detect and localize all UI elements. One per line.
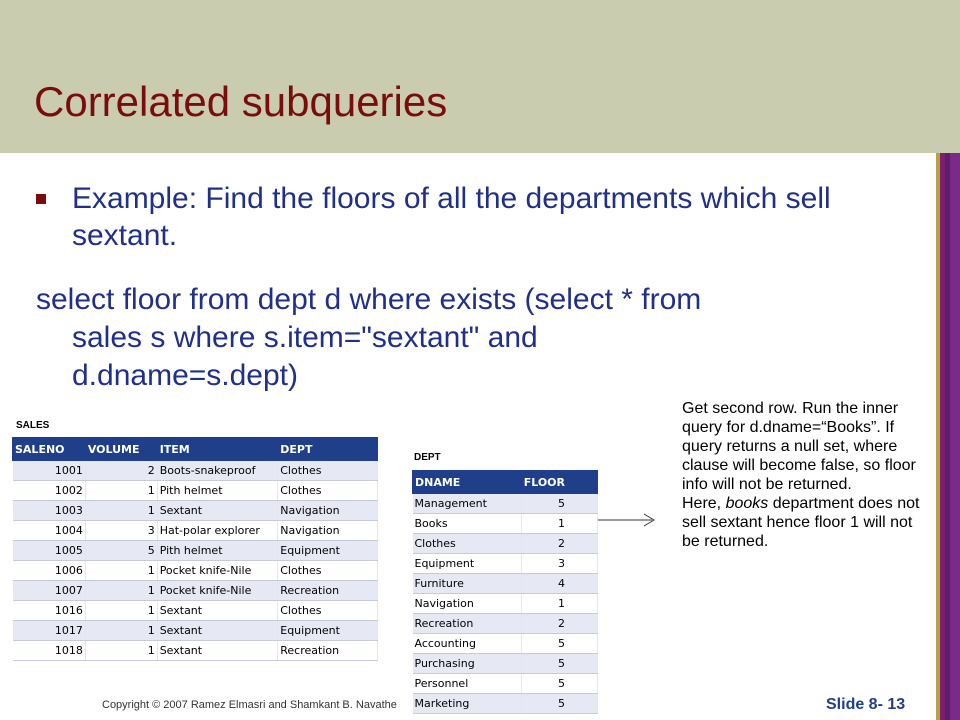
sales-cell-saleno: 1004 [13, 521, 86, 541]
dept-cell-floor: 5 [521, 494, 597, 514]
dept-cell-floor: 1 [521, 514, 597, 534]
sales-cell-item: Pith helmet [157, 481, 278, 501]
sales-header-volume: VOLUME [85, 438, 157, 461]
dept-cell-dname: Books [413, 514, 522, 534]
sales-cell-dept: Clothes [278, 461, 378, 481]
table-row [13, 581, 378, 601]
sales-cell-dept: Clothes [278, 601, 378, 621]
table-row [413, 574, 598, 594]
sales-cell-dept: Recreation [278, 581, 378, 601]
note-text-part1: Get second row. Run the inner query for d.dname=“Books”. If query returns a null set, where clause will become false, so floor info will not be returned. [682, 400, 916, 493]
dept-cell-dname: Recreation [413, 614, 522, 634]
bullet-text: Example: Find the floors of all the departments which sell sextant. [72, 182, 831, 252]
sales-cell-volume: 1 [85, 621, 157, 641]
table-row [413, 634, 598, 654]
table-row [13, 621, 378, 641]
copyright-footer: Copyright © 2007 Ramez Elmasri and Shamkant B. Navathe [102, 699, 397, 711]
dept-cell-dname: Navigation [413, 594, 522, 614]
table-row [413, 534, 598, 554]
dept-cell-dname: Furniture [413, 574, 522, 594]
dept-cell-floor: 1 [521, 594, 597, 614]
dept-cell-floor: 3 [521, 554, 597, 574]
dept-cell-floor: 2 [521, 534, 597, 554]
table-row [413, 694, 598, 714]
side-stripe-purple [950, 153, 960, 720]
sales-cell-saleno: 1003 [13, 501, 86, 521]
table-row [413, 654, 598, 674]
sales-cell-volume: 1 [85, 641, 157, 661]
bullet-point [36, 180, 916, 254]
sales-cell-volume: 1 [85, 601, 157, 621]
table-row [13, 601, 378, 621]
sales-cell-item: Sextant [157, 621, 278, 641]
dept-table-caption: DEPT [414, 452, 441, 463]
arrow-icon [598, 510, 658, 530]
dept-header-dname: DNAME [413, 471, 522, 494]
table-row [413, 674, 598, 694]
sales-cell-dept: Navigation [278, 521, 378, 541]
sales-cell-item: Sextant [157, 501, 278, 521]
sales-cell-saleno: 1006 [13, 561, 86, 581]
dept-cell-floor: 5 [521, 654, 597, 674]
sales-cell-volume: 5 [85, 541, 157, 561]
sales-cell-dept: Recreation [278, 641, 378, 661]
table-row [413, 494, 598, 514]
sales-cell-volume: 1 [85, 581, 157, 601]
table-row [413, 554, 598, 574]
dept-cell-floor: 5 [521, 634, 597, 654]
sales-cell-volume: 2 [85, 461, 157, 481]
sales-cell-item: Pocket knife-Nile [157, 561, 278, 581]
dept-cell-dname: Clothes [413, 534, 522, 554]
table-row [13, 461, 378, 481]
sales-table [12, 437, 378, 661]
sql-line-1: select floor from dept d where exists (select * from [36, 283, 702, 316]
sales-cell-dept: Equipment [278, 621, 378, 641]
table-row [13, 481, 378, 501]
table-row [13, 561, 378, 581]
dept-cell-dname: Marketing [413, 694, 522, 714]
sales-cell-volume: 1 [85, 501, 157, 521]
dept-cell-dname: Accounting [413, 634, 522, 654]
sales-cell-saleno: 1007 [13, 581, 86, 601]
sales-cell-item: Hat-polar explorer [157, 521, 278, 541]
table-row [413, 594, 598, 614]
slide-number: Slide 8- 13 [826, 696, 906, 713]
sales-cell-saleno: 1001 [13, 461, 86, 481]
explanation-note [682, 399, 922, 551]
sales-table-caption: SALES [16, 420, 50, 431]
sql-line-2: sales s where s.item="sextant" and [72, 321, 538, 354]
dept-cell-floor: 4 [521, 574, 597, 594]
table-row [13, 541, 378, 561]
bullet-square-icon [36, 194, 46, 204]
sales-header-dept: DEPT [278, 438, 378, 461]
title-band [0, 0, 960, 153]
dept-table [412, 470, 598, 714]
sales-cell-saleno: 1005 [13, 541, 86, 561]
sales-header-saleno: SALENO [13, 438, 86, 461]
sales-cell-saleno: 1017 [13, 621, 86, 641]
sales-cell-saleno: 1018 [13, 641, 86, 661]
note-prefix: Here, [682, 495, 726, 512]
table-row [13, 641, 378, 661]
dept-cell-dname: Management [413, 494, 522, 514]
dept-cell-floor: 2 [521, 614, 597, 634]
dept-cell-dname: Purchasing [413, 654, 522, 674]
note-suffix: department does not sell sextant hence floor 1 will not be returned. [682, 495, 920, 550]
sales-cell-saleno: 1016 [13, 601, 86, 621]
slide-title: Correlated subqueries [34, 78, 448, 125]
sales-cell-saleno: 1002 [13, 481, 86, 501]
dept-header-floor: FLOOR [521, 471, 597, 494]
sales-cell-dept: Clothes [278, 561, 378, 581]
sales-cell-dept: Clothes [278, 481, 378, 501]
dept-cell-dname: Equipment [413, 554, 522, 574]
table-row [413, 514, 598, 534]
sql-line-3: d.dname=s.dept) [72, 359, 298, 392]
table-row [413, 614, 598, 634]
dept-cell-dname: Personnel [413, 674, 522, 694]
sales-cell-item: Pith helmet [157, 541, 278, 561]
sales-cell-item: Boots-snakeproof [157, 461, 278, 481]
table-row [13, 521, 378, 541]
sales-header-item: ITEM [157, 438, 278, 461]
dept-cell-floor: 5 [521, 674, 597, 694]
sales-cell-dept: Equipment [278, 541, 378, 561]
sales-cell-item: Sextant [157, 601, 278, 621]
sales-cell-volume: 3 [85, 521, 157, 541]
sales-cell-item: Pocket knife-Nile [157, 581, 278, 601]
sales-cell-item: Sextant [157, 641, 278, 661]
sales-cell-volume: 1 [85, 561, 157, 581]
dept-cell-floor: 5 [521, 694, 597, 714]
note-italic: books [725, 495, 769, 512]
sales-cell-volume: 1 [85, 481, 157, 501]
table-row [13, 501, 378, 521]
sql-query [36, 281, 916, 395]
sales-cell-dept: Navigation [278, 501, 378, 521]
